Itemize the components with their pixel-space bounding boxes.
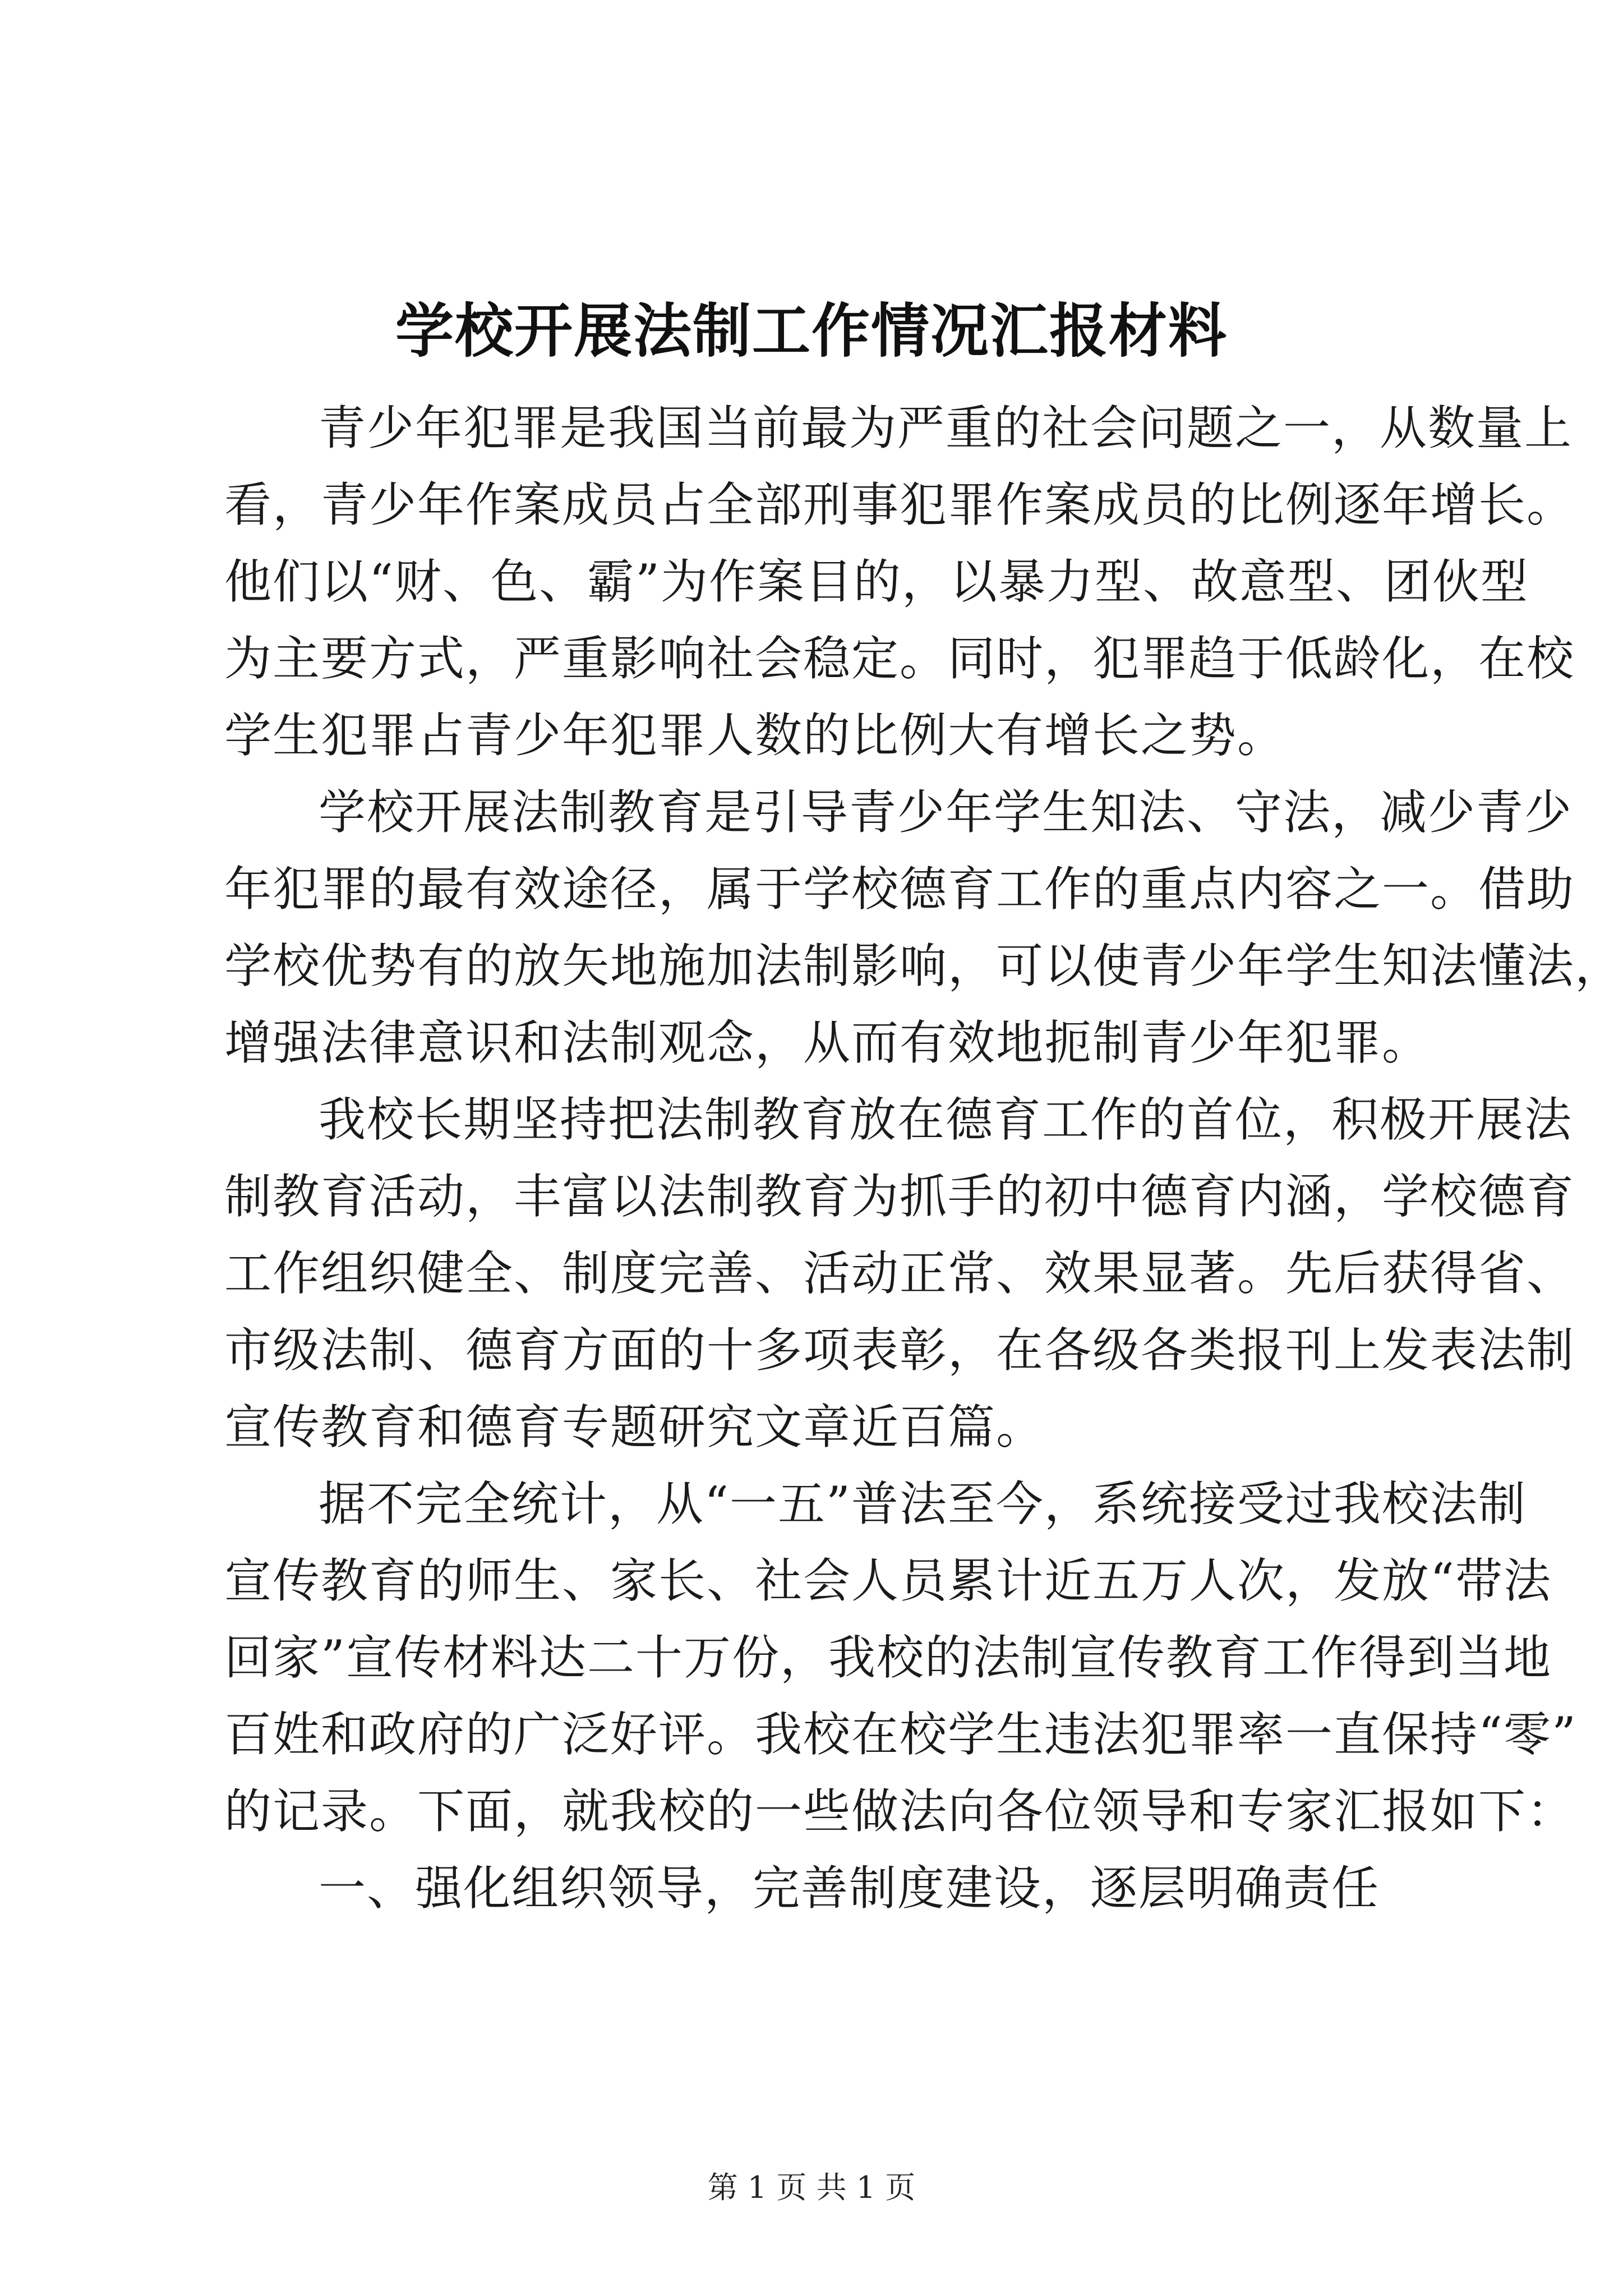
paragraph-line: 宣传教育的师生、家长、社会人员累计近五万人次，发放“带法 — [224, 1553, 1552, 1608]
paragraph-1 — [224, 390, 1575, 774]
paragraph-line: 为主要方式，严重影响社会稳定。同时，犯罪趋于低龄化，在校 — [224, 631, 1575, 686]
document-title: 学校开展法制工作情况汇报材料 — [395, 296, 1228, 365]
page-footer: 第 1 页 共 1 页 — [707, 2170, 916, 2205]
paragraph-4 — [224, 1466, 1577, 1850]
paragraph-line: 看，青少年作案成员占全部刑事犯罪作案成员的比例逐年增长。 — [224, 477, 1575, 532]
paragraph-line: 一、强化组织领导，完善制度建设，逐层明确责任 — [319, 1861, 1380, 1916]
paragraph-line: 据不完全统计，从“一五”普法至今，系统接受过我校法制 — [319, 1476, 1527, 1531]
paragraph-line: 青少年犯罪是我国当前最为严重的社会问题之一，从数量上 — [319, 401, 1573, 455]
section-heading-1 — [224, 1850, 1419, 1927]
paragraph-line: 宣传教育和德育专题研究文章近百篇。 — [224, 1400, 1045, 1455]
paragraph-line: 市级法制、德育方面的十多项表彰，在各级各类报刊上发表法制 — [224, 1323, 1575, 1378]
paragraph-line: 学生犯罪占青少年犯罪人数的比例大有增长之势。 — [224, 708, 1286, 763]
paragraph-line: 百姓和政府的广泛好评。我校在校学生违法犯罪率一直保持“零” — [224, 1707, 1577, 1762]
paragraph-2 — [224, 774, 1623, 1082]
paragraph-line: 我校长期坚持把法制教育放在德育工作的首位，积极开展法 — [319, 1092, 1573, 1147]
paragraph-line: 学校开展法制教育是引导青少年学生知法、守法，减少青少 — [319, 785, 1573, 840]
paragraph-line: 学校优势有的放矢地施加法制影响，可以使青少年学生知法懂法， — [224, 938, 1623, 993]
paragraph-line: 年犯罪的最有效途径，属于学校德育工作的重点内容之一。借助 — [224, 862, 1575, 917]
paragraph-line: 工作组织健全、制度完善、活动正常、效果显著。先后获得省、 — [224, 1246, 1575, 1301]
paragraph-line: 回家”宣传材料达二十万份，我校的法制宣传教育工作得到当地 — [224, 1630, 1552, 1685]
document-body — [224, 390, 1623, 1927]
paragraph-3 — [224, 1082, 1575, 1466]
paragraph-line: 增强法律意识和法制观念，从而有效地扼制青少年犯罪。 — [224, 1015, 1431, 1070]
paragraph-line: 的记录。下面，就我校的一些做法向各位领导和专家汇报如下： — [224, 1784, 1575, 1839]
paragraph-line: 他们以“财、色、霸”为作案目的，以暴力型、故意型、团伙型 — [224, 554, 1529, 609]
paragraph-line: 制教育活动，丰富以法制教育为抓手的初中德育内涵，学校德育 — [224, 1169, 1575, 1224]
